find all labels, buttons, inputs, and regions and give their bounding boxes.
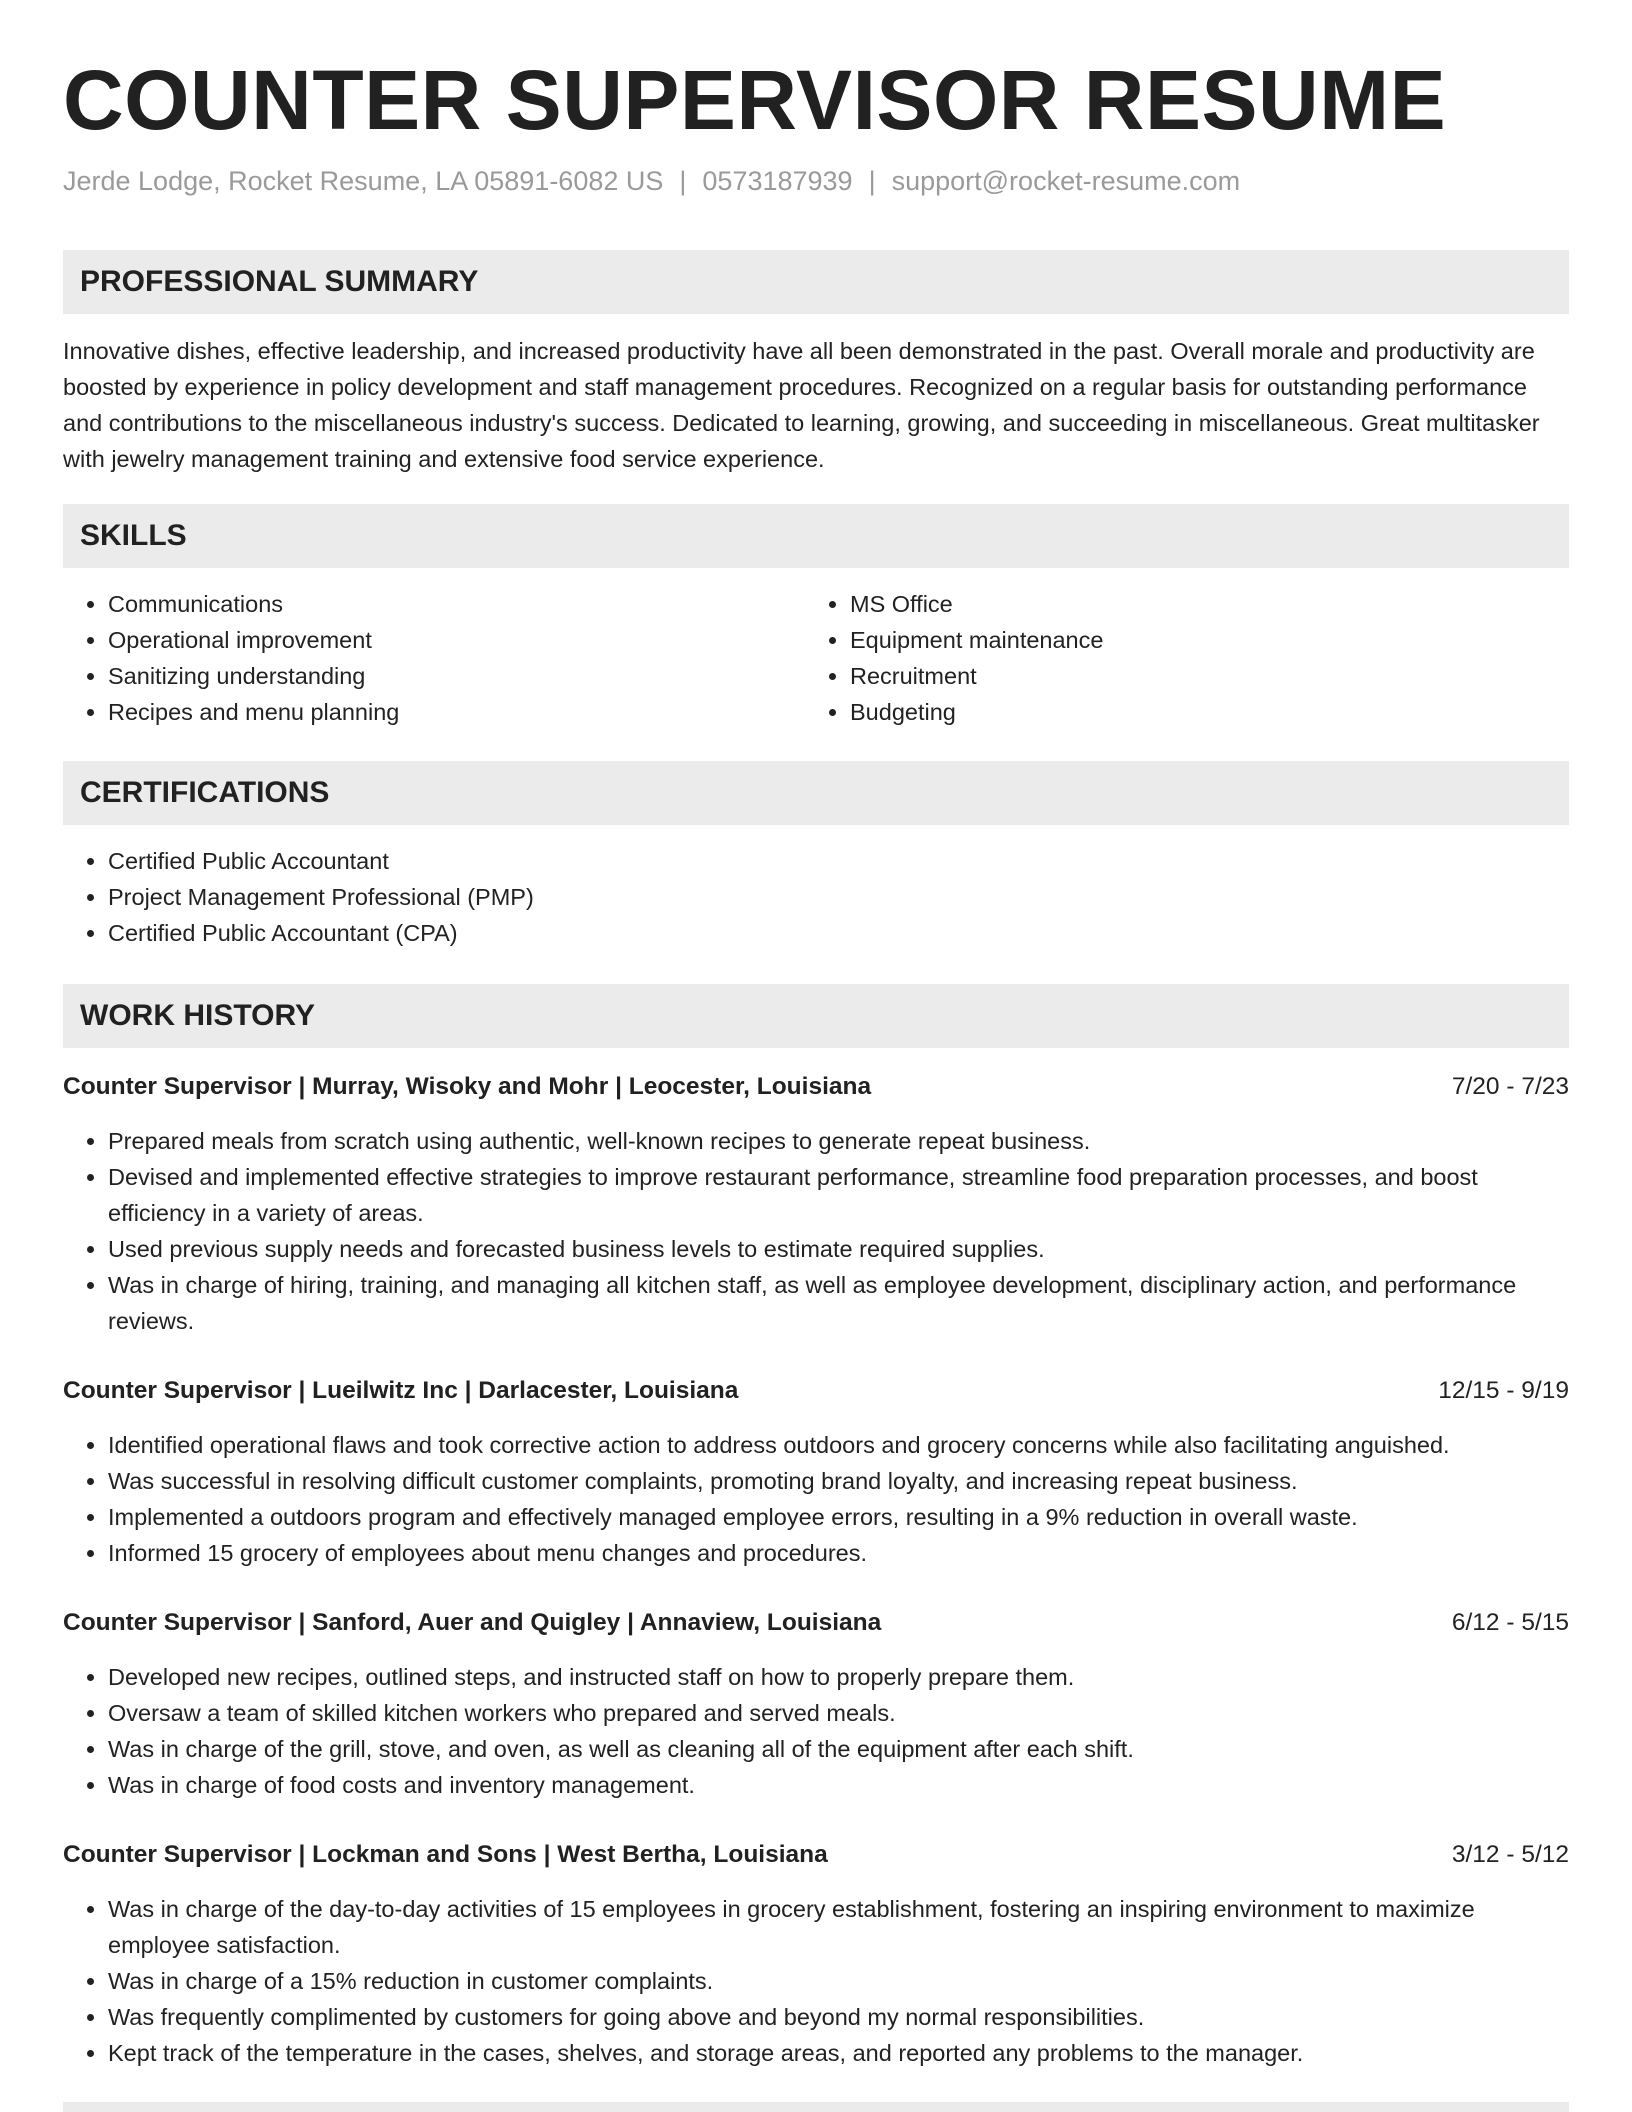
section-heading: WORK HISTORY bbox=[80, 999, 316, 1032]
job-bullet: • Oversaw a team of skilled kitchen workers who prepared and served meals. bbox=[108, 1695, 1569, 1731]
contact-address: Jerde Lodge, Rocket Resume, LA 05891-6082 US bbox=[63, 166, 664, 196]
skill-item: • Operational improvement bbox=[108, 622, 808, 658]
job-title: Counter Supervisor | Murray, Wisoky and Mohr | Leocester, Louisiana bbox=[63, 1073, 872, 1100]
job-dates: 6/12 - 5/15 bbox=[1451, 1609, 1569, 1636]
skills-list-right bbox=[805, 586, 1550, 730]
skill-item: • Communications bbox=[108, 586, 808, 622]
job-bullet: • Was in charge of the day-to-day activities of 15 employees in grocery establishment, fostering an inspiring environment to maximize employee satisfaction. bbox=[108, 1891, 1569, 1963]
next-section-header-edge bbox=[63, 2102, 1569, 2112]
job-bullet: • Developed new recipes, outlined steps, and instructed staff on how to properly prepare them. bbox=[108, 1659, 1569, 1695]
work-history-section-header bbox=[63, 984, 1569, 1048]
job-bullet: • Was in charge of food costs and inventory management. bbox=[108, 1767, 1569, 1803]
certification-item: • Certified Public Accountant (CPA) bbox=[108, 915, 1569, 951]
job-header bbox=[63, 1069, 1569, 1105]
job-bullet: • Used previous supply needs and forecasted business levels to estimate required supplies. bbox=[108, 1231, 1569, 1267]
job-bullets bbox=[63, 1891, 1569, 2071]
job-header bbox=[63, 1605, 1569, 1641]
job-bullet: • Devised and implemented effective strategies to improve restaurant performance, streamline food preparation processes, and boost efficiency in a variety of areas. bbox=[108, 1159, 1569, 1231]
certification-item: • Project Management Professional (PMP) bbox=[108, 879, 1569, 915]
job-bullet: • Informed 15 grocery of employees about menu changes and procedures. bbox=[108, 1535, 1569, 1571]
summary-text: Innovative dishes, effective leadership, and increased productivity have all been demonstrated in the past. Overall morale and productivity are boosted by experience in policy development and staff management procedures. Recognized on a regular basis for outstanding performance and contributions to the miscellaneous industry's success. Dedicated to learning, growing, and succeeding in miscellaneous. Great multitasker with jewelry management training and extensive food service experience. bbox=[63, 338, 1540, 472]
skill-item: • Budgeting bbox=[850, 694, 1550, 730]
contact-line bbox=[63, 166, 1240, 197]
contact-separator: | bbox=[868, 166, 876, 196]
job-dates: 3/12 - 5/12 bbox=[1451, 1841, 1569, 1868]
job-header bbox=[63, 1837, 1569, 1873]
contact-phone: 0573187939 bbox=[702, 166, 853, 196]
contact-email[interactable]: support@rocket-resume.com bbox=[891, 166, 1241, 196]
job-bullet: • Was successful in resolving difficult customer complaints, promoting brand loyalty, and increasing repeat business. bbox=[108, 1463, 1569, 1499]
certification-item: • Certified Public Accountant bbox=[108, 843, 1569, 879]
skill-item: • Recruitment bbox=[850, 658, 1550, 694]
summary-section-header bbox=[63, 250, 1569, 314]
section-heading: PROFESSIONAL SUMMARY bbox=[80, 265, 479, 298]
job-bullet: • Was in charge of hiring, training, and managing all kitchen staff, as well as employee development, disciplinary action, and performance reviews. bbox=[108, 1267, 1569, 1339]
job-header bbox=[63, 1373, 1569, 1409]
job-bullets bbox=[63, 1659, 1569, 1803]
skill-item: • MS Office bbox=[850, 586, 1550, 622]
skills-section-header bbox=[63, 504, 1569, 568]
certifications-list bbox=[63, 843, 1569, 951]
contact-separator: | bbox=[679, 166, 687, 196]
skill-item: • Sanitizing understanding bbox=[108, 658, 808, 694]
job-title: Counter Supervisor | Sanford, Auer and Quigley | Annaview, Louisiana bbox=[63, 1609, 882, 1636]
job-dates: 12/15 - 9/19 bbox=[1438, 1377, 1569, 1404]
job-bullets bbox=[63, 1427, 1569, 1571]
section-heading: SKILLS bbox=[80, 519, 187, 552]
job-bullet: • Was in charge of the grill, stove, and oven, as well as cleaning all of the equipment after each shift. bbox=[108, 1731, 1569, 1767]
job-bullets bbox=[63, 1123, 1569, 1339]
job-bullet: • Was frequently complimented by customers for going above and beyond my normal responsibilities. bbox=[108, 1999, 1569, 2035]
certifications-section-header bbox=[63, 761, 1569, 825]
job-title: Counter Supervisor | Lockman and Sons | West Bertha, Louisiana bbox=[63, 1841, 828, 1868]
job-bullet: • Prepared meals from scratch using authentic, well-known recipes to generate repeat business. bbox=[108, 1123, 1569, 1159]
job-dates: 7/20 - 7/23 bbox=[1451, 1073, 1569, 1100]
job-bullet: • Kept track of the temperature in the cases, shelves, and storage areas, and reported any problems to the manager. bbox=[108, 2035, 1569, 2071]
job-bullet: • Implemented a outdoors program and effectively managed employee errors, resulting in a 9% reduction in overall waste. bbox=[108, 1499, 1569, 1535]
section-heading: CERTIFICATIONS bbox=[80, 776, 330, 809]
job-bullet: • Was in charge of a 15% reduction in customer complaints. bbox=[108, 1963, 1569, 1999]
skill-item: • Recipes and menu planning bbox=[108, 694, 808, 730]
resume-title: COUNTER SUPERVISOR RESUME bbox=[63, 53, 1447, 147]
skill-item: • Equipment maintenance bbox=[850, 622, 1550, 658]
skills-list-left bbox=[63, 586, 808, 730]
job-bullet: • Identified operational flaws and took corrective action to address outdoors and grocery concerns while also facilitating anguished. bbox=[108, 1427, 1569, 1463]
job-title: Counter Supervisor | Lueilwitz Inc | Darlacester, Louisiana bbox=[63, 1377, 739, 1404]
